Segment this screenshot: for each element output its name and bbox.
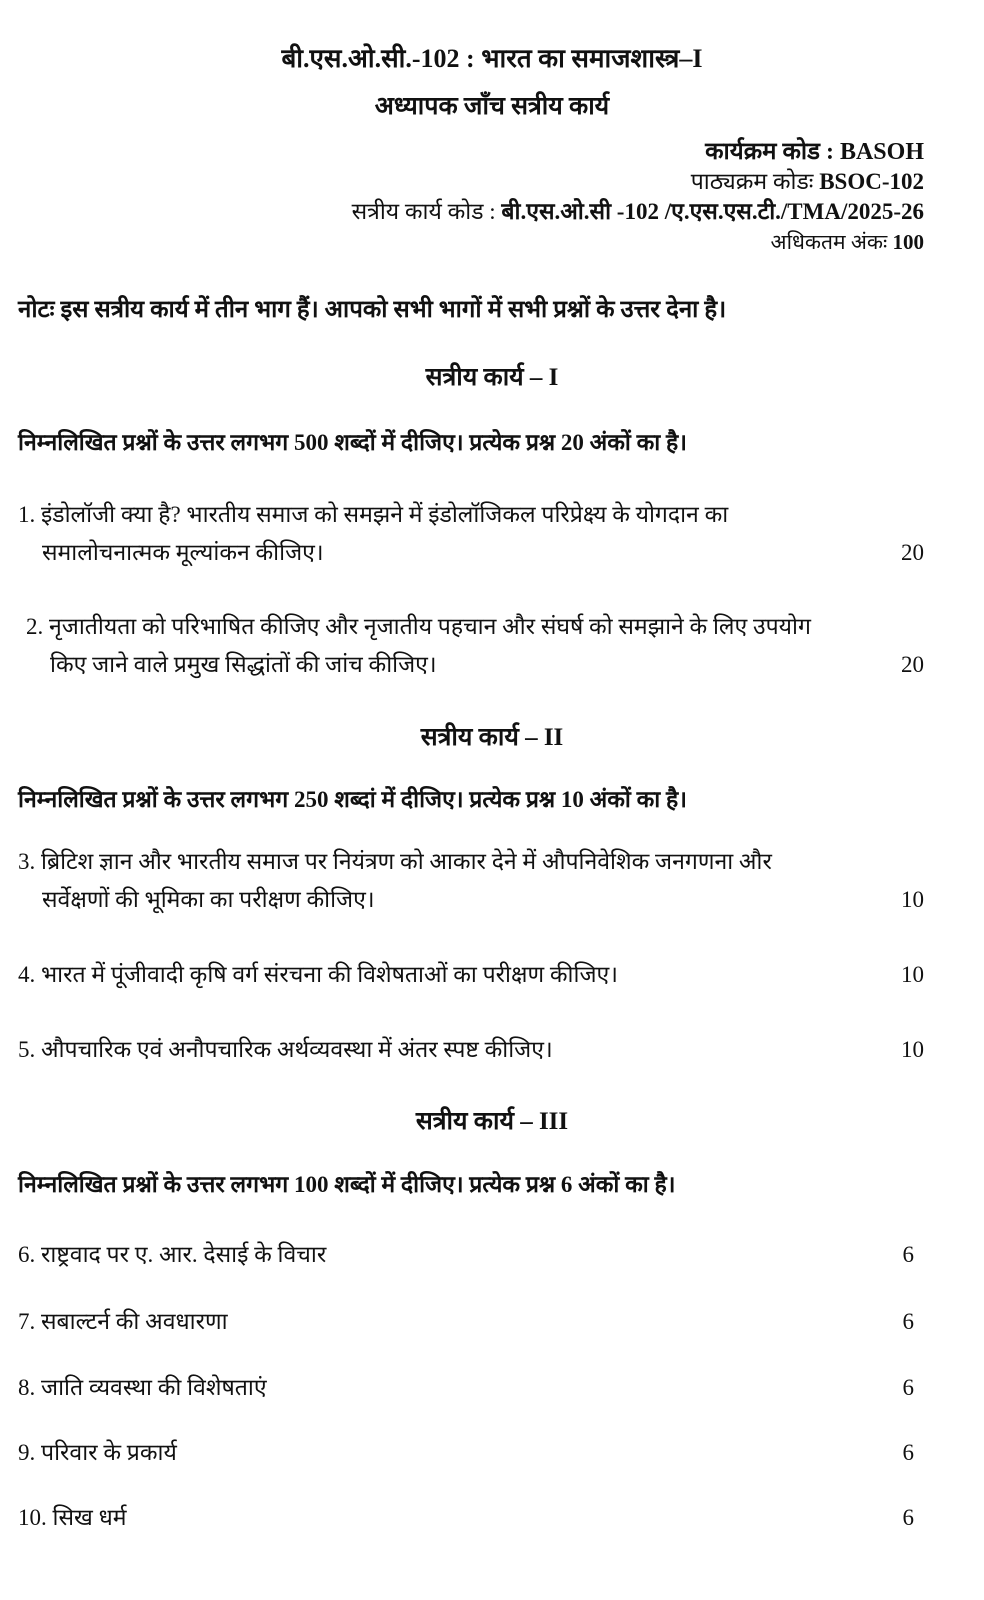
question-marks: 6: [902, 1440, 914, 1465]
question-marks: 10: [901, 1037, 924, 1062]
note: नोटः इस सत्रीय कार्य में तीन भाग हैं। आपको सभी भागों में सभी प्रश्नों के उत्तर देना है।: [18, 297, 727, 323]
max-marks: अधिकतम अंकः 100: [770, 230, 924, 254]
section-title: सत्रीय कार्य – I: [425, 364, 559, 391]
question-text: 5. औपचारिक एवं अनौपचारिक अर्थव्यवस्था में अंतर स्पष्ट कीजिए।: [18, 1037, 553, 1062]
question-text: 3. ब्रिटिश ज्ञान और भारतीय समाज पर नियंत्रण को आकार देने में औपनिवेशिक जनगणना और: [18, 849, 772, 874]
question-marks: 20: [901, 540, 924, 565]
program-code: कार्यक्रम कोड : BASOH: [705, 139, 924, 165]
question-marks: 20: [901, 652, 924, 677]
question-marks: 6: [902, 1242, 914, 1267]
question-marks: 6: [902, 1309, 914, 1334]
question-text: 7. सबाल्टर्न की अवधारणा: [18, 1309, 228, 1334]
question-text: 10. सिख धर्म: [18, 1505, 127, 1530]
question-marks: 10: [901, 887, 924, 912]
question-text: 2. नृजातीयता को परिभाषित कीजिए और नृजातीय पहचान और संघर्ष को समझाने के लिए उपयोग: [26, 614, 811, 639]
question-text: 4. भारत में पूंजीवादी कृषि वर्ग संरचना की विशेषताओं का परीक्षण कीजिए।: [18, 962, 618, 987]
section-instruction: निम्नलिखित प्रश्नों के उत्तर लगभग 500 शब्दों में दीजिए। प्रत्येक प्रश्न 20 अंकों का है।: [18, 430, 687, 455]
question-text: 1. इंडोलॉजी क्या है? भारतीय समाज को समझने में इंडोलॉजिकल परिप्रेक्ष्य के योगदान का: [18, 502, 729, 527]
section-instruction: निम्नलिखित प्रश्नों के उत्तर लगभग 250 शब्दां में दीजिए। प्रत्येक प्रश्न 10 अंकों का है।: [18, 787, 687, 812]
question-text: समालोचनात्मक मूल्यांकन कीजिए।: [42, 540, 324, 565]
question-marks: 10: [901, 962, 924, 987]
question-text: किए जाने वाले प्रमुख सिद्धांतों की जांच कीजिए।: [50, 652, 437, 677]
assignment-code: सत्रीय कार्य कोड : बी.एस.ओ.सी -102 /ए.एस.एस.टी./TMA/2025-26: [351, 199, 924, 224]
question-text: सर्वेक्षणों की भूमिका का परीक्षण कीजिए।: [42, 887, 375, 912]
question-text: 8. जाति व्यवस्था की विशेषताएं: [18, 1375, 267, 1400]
document-subtitle: अध्यापक जाँच सत्रीय कार्य: [374, 93, 610, 120]
course-code: पाठ्यक्रम कोडः BSOC-102: [690, 169, 924, 194]
question-marks: 6: [902, 1505, 914, 1530]
section-title: सत्रीय कार्य – II: [420, 724, 564, 751]
question-text: 9. परिवार के प्रकार्य: [18, 1440, 177, 1465]
question-text: 6. राष्ट्रवाद पर ए. आर. देसाई के विचार: [18, 1242, 327, 1267]
document-title: बी.एस.ओ.सी.-102 : भारत का समाजशास्त्र–I: [281, 44, 703, 73]
section-title: सत्रीय कार्य – III: [415, 1108, 569, 1135]
question-marks: 6: [902, 1375, 914, 1400]
section-instruction: निम्नलिखित प्रश्नों के उत्तर लगभग 100 शब्दों में दीजिए। प्रत्येक प्रश्न 6 अंकों का है।: [18, 1172, 676, 1197]
